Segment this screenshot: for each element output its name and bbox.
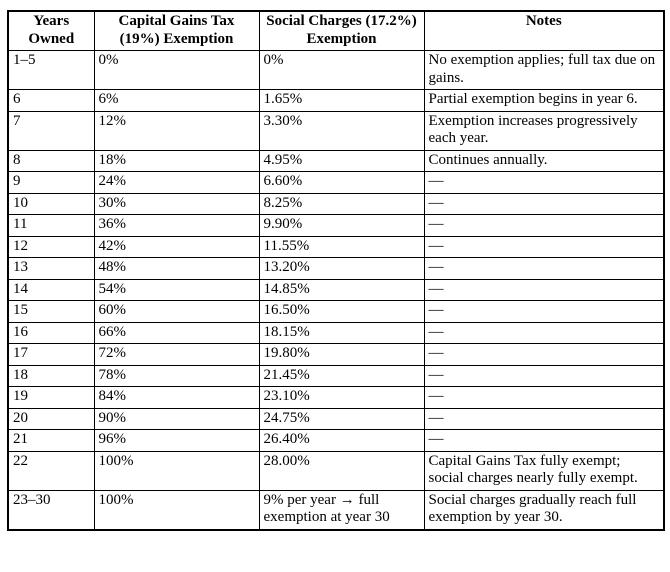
cell-capital-gains-exemption: 100% <box>94 490 259 530</box>
cell-years-owned: 6 <box>8 90 94 112</box>
cell-notes: — <box>424 408 664 430</box>
table-row <box>8 258 664 280</box>
cell-social-charges-exemption: 9% per year → full exemption at year 30 <box>259 490 424 530</box>
table-row <box>8 387 664 409</box>
cell-notes: Capital Gains Tax fully exempt; social charges nearly fully exempt. <box>424 451 664 490</box>
table-row <box>8 322 664 344</box>
cell-years-owned: 14 <box>8 279 94 301</box>
table-row <box>8 279 664 301</box>
cell-years-owned: 11 <box>8 215 94 237</box>
cell-years-owned: 18 <box>8 365 94 387</box>
cell-capital-gains-exemption: 100% <box>94 451 259 490</box>
col-header-years-owned: Years Owned <box>8 11 94 51</box>
cell-notes: — <box>424 387 664 409</box>
cell-capital-gains-exemption: 42% <box>94 236 259 258</box>
cell-years-owned: 9 <box>8 172 94 194</box>
cell-notes: No exemption applies; full tax due on gains. <box>424 51 664 90</box>
cell-social-charges-exemption: 19.80% <box>259 344 424 366</box>
cell-notes: — <box>424 322 664 344</box>
cell-years-owned: 21 <box>8 430 94 452</box>
table-row <box>8 365 664 387</box>
cell-social-charges-exemption: 16.50% <box>259 301 424 323</box>
cell-years-owned: 8 <box>8 150 94 172</box>
col-header-capital-gains-tax-exemption: Capital Gains Tax (19%) Exemption <box>94 11 259 51</box>
cell-years-owned: 23–30 <box>8 490 94 530</box>
cell-social-charges-exemption: 3.30% <box>259 111 424 150</box>
table-row <box>8 430 664 452</box>
cell-capital-gains-exemption: 30% <box>94 193 259 215</box>
cell-notes: — <box>424 430 664 452</box>
cell-capital-gains-exemption: 54% <box>94 279 259 301</box>
cell-notes: Partial exemption begins in year 6. <box>424 90 664 112</box>
cell-years-owned: 20 <box>8 408 94 430</box>
cell-notes: — <box>424 344 664 366</box>
cell-social-charges-exemption: 0% <box>259 51 424 90</box>
table-row <box>8 408 664 430</box>
cell-social-charges-exemption: 4.95% <box>259 150 424 172</box>
col-header-notes: Notes <box>424 11 664 51</box>
cell-years-owned: 19 <box>8 387 94 409</box>
table-row <box>8 236 664 258</box>
cell-social-charges-exemption: 11.55% <box>259 236 424 258</box>
cell-social-charges-exemption: 13.20% <box>259 258 424 280</box>
table-row <box>8 301 664 323</box>
table-header-row <box>8 11 664 51</box>
table-row <box>8 344 664 366</box>
tax-exemption-table <box>7 10 665 531</box>
cell-social-charges-exemption: 9.90% <box>259 215 424 237</box>
cell-social-charges-exemption: 24.75% <box>259 408 424 430</box>
cell-notes: — <box>424 365 664 387</box>
cell-capital-gains-exemption: 78% <box>94 365 259 387</box>
cell-social-charges-exemption: 28.00% <box>259 451 424 490</box>
cell-years-owned: 7 <box>8 111 94 150</box>
cell-years-owned: 15 <box>8 301 94 323</box>
cell-social-charges-exemption: 8.25% <box>259 193 424 215</box>
cell-capital-gains-exemption: 0% <box>94 51 259 90</box>
cell-social-charges-exemption: 21.45% <box>259 365 424 387</box>
cell-notes: — <box>424 172 664 194</box>
cell-capital-gains-exemption: 24% <box>94 172 259 194</box>
cell-social-charges-exemption: 26.40% <box>259 430 424 452</box>
cell-social-charges-exemption: 23.10% <box>259 387 424 409</box>
cell-notes: — <box>424 279 664 301</box>
cell-capital-gains-exemption: 90% <box>94 408 259 430</box>
table-row <box>8 490 664 530</box>
cell-capital-gains-exemption: 48% <box>94 258 259 280</box>
table-body <box>8 51 664 530</box>
col-header-social-charges-exemption: Social Charges (17.2%) Exemption <box>259 11 424 51</box>
table-row <box>8 451 664 490</box>
cell-capital-gains-exemption: 36% <box>94 215 259 237</box>
table-row <box>8 215 664 237</box>
cell-notes: — <box>424 301 664 323</box>
cell-years-owned: 1–5 <box>8 51 94 90</box>
cell-capital-gains-exemption: 96% <box>94 430 259 452</box>
cell-notes: Continues annually. <box>424 150 664 172</box>
cell-capital-gains-exemption: 18% <box>94 150 259 172</box>
cell-notes: — <box>424 193 664 215</box>
cell-years-owned: 17 <box>8 344 94 366</box>
cell-social-charges-exemption: 18.15% <box>259 322 424 344</box>
table-row <box>8 172 664 194</box>
cell-notes: — <box>424 258 664 280</box>
table-row <box>8 51 664 90</box>
cell-capital-gains-exemption: 60% <box>94 301 259 323</box>
table-row <box>8 150 664 172</box>
cell-social-charges-exemption: 6.60% <box>259 172 424 194</box>
cell-years-owned: 22 <box>8 451 94 490</box>
cell-notes: Social charges gradually reach full exemption by year 30. <box>424 490 664 530</box>
table-row <box>8 90 664 112</box>
cell-years-owned: 10 <box>8 193 94 215</box>
cell-capital-gains-exemption: 6% <box>94 90 259 112</box>
cell-years-owned: 12 <box>8 236 94 258</box>
table-row <box>8 111 664 150</box>
cell-capital-gains-exemption: 84% <box>94 387 259 409</box>
cell-social-charges-exemption: 14.85% <box>259 279 424 301</box>
cell-social-charges-exemption: 1.65% <box>259 90 424 112</box>
cell-notes: — <box>424 236 664 258</box>
cell-notes: Exemption increases progressively each year. <box>424 111 664 150</box>
cell-years-owned: 16 <box>8 322 94 344</box>
cell-capital-gains-exemption: 72% <box>94 344 259 366</box>
cell-years-owned: 13 <box>8 258 94 280</box>
cell-capital-gains-exemption: 66% <box>94 322 259 344</box>
cell-capital-gains-exemption: 12% <box>94 111 259 150</box>
cell-notes: — <box>424 215 664 237</box>
table-row <box>8 193 664 215</box>
